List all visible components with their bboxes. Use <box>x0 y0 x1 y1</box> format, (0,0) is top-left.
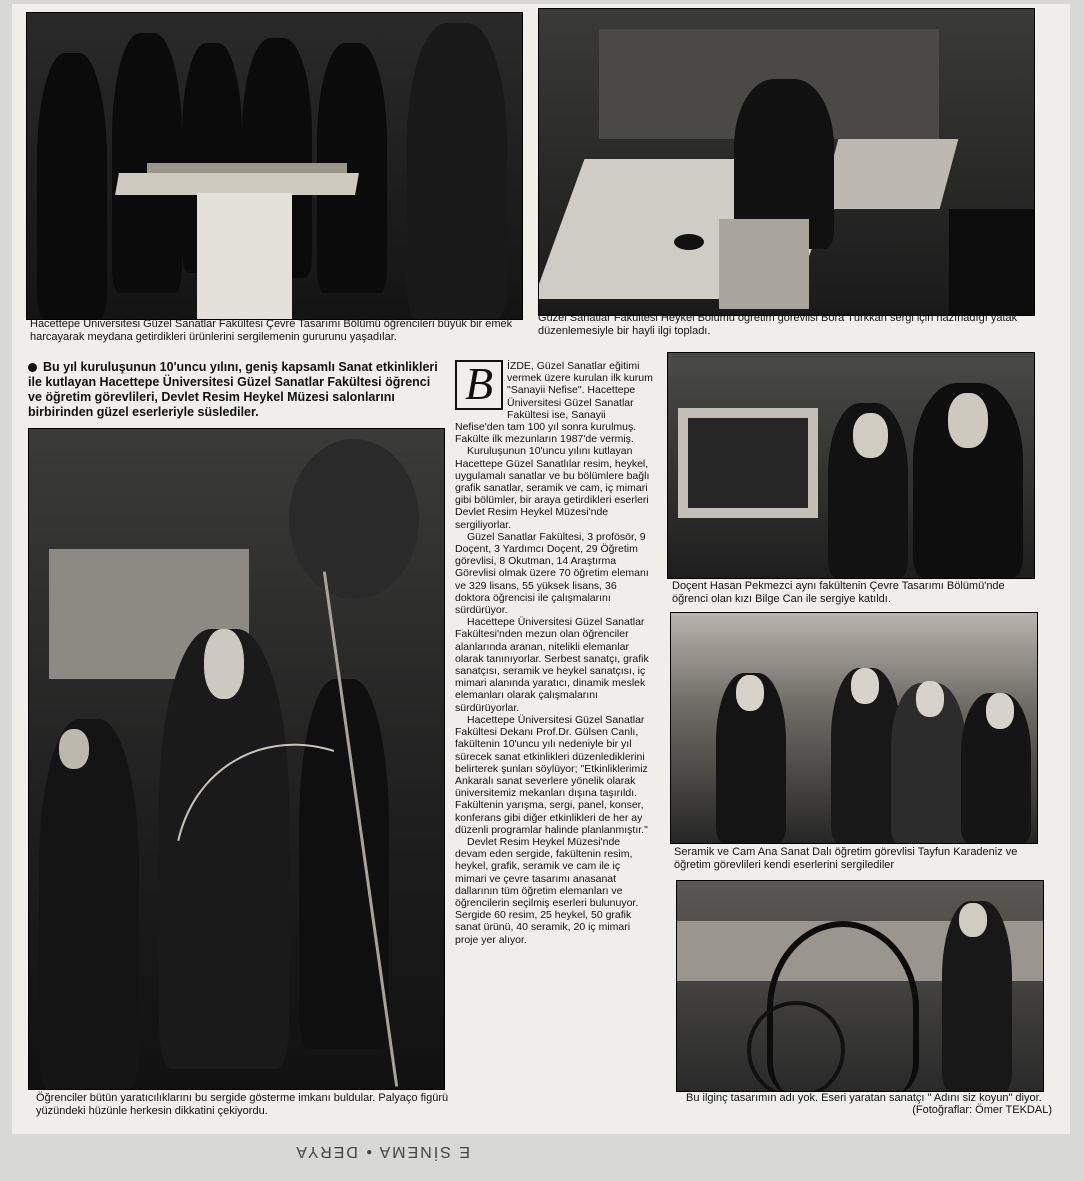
photo-museum-visitors <box>28 428 445 1090</box>
caption-museum-visitors: Öğrenciler bütün yaratıcılıklarını bu sergide gösterme imkanı buldular. Palyaço figürü yüzündeki hüzünle herkesin dikkatini çekiyordu. <box>36 1092 449 1117</box>
article-paragraph: Güzel Sanatlar Fakültesi, 3 profösör, 9 Doçent, 3 Yardımcı Doçent, 29 Öğretim görevlisi, 8 Okutman, 14 Araştırma Görevlisi olmak üzere 70 öğretim elemanı ve 329 lisans, 55 yüksek lisans, 36 doktora öğrencisi ile çalışmalarını sürdürüyor. <box>455 530 649 617</box>
article-paragraph: Devlet Resim Heykel Müzesi'nde devam eden sergide, fakültenin resim, heykel, grafik, seramik ve cam ile iç mimari ve çevre tasarımı anasanat dallarının tüm öğretim elemanları ve öğrencilerin seçilmiş eserleri bulunuyor. Sergide 60 resim, 25 heykel, 50 grafik sanat ürünü, 40 seramik, 20 iç mimari proje yer alıyor. <box>455 835 639 946</box>
dropcap-letter: B <box>455 360 503 410</box>
article-column <box>455 360 653 946</box>
bottom-strip-text: E SİNEMA • DERYA <box>294 1143 470 1160</box>
caption-faculty-group: Seramik ve Cam Ana Sanat Dalı öğretim görevlisi Tayfun Karadeniz ve öğretim görevlileri kendi eserlerini sergilediler <box>674 846 1018 871</box>
photo-father-daughter <box>667 352 1035 579</box>
photo-artist-sculpture <box>676 880 1044 1092</box>
caption-father-daughter: Doçent Hasan Pekmezci aynı fakültenin Çevre Tasarımı Bölümü'nde öğrenci olan kızı Bilge Can ile sergiye katıldı. <box>672 580 1005 605</box>
caption-students-model: Hacettepe Üniversitesi Güzel Sanatlar Fakültesi Çevre Tasarımı Bölümü öğrencileri büyük bir emek harcayarak meydana getirdikleri ürünlerini sergilemenin gururunu yaşadılar. <box>30 318 513 343</box>
article-paragraph: İZDE, Güzel Sanatlar eğitimi vermek üzere kurulan ilk kurum "Sanayii Nefise". Hacettepe Üniversitesi Güzel Sanatlar Fakültesi ise, Sanayii Nefise'den tam 100 yıl sonra kurulmuş. Fakülte ilk mezunların 1987'de vermiş. <box>455 360 653 446</box>
article-paragraph: Hacettepe Üniversitesi Güzel Sanatlar Fakültesi'nden mezun olan öğrenciler alanlarında aranan, nitelikli elemanlar olarak tanınıyorlar. Serbest sanatçı, grafik sanatçısı, seramik ve heykel sanatçısı, iç mimari alanında yaratıcı, dinamik meslek elemanları olarak çalışmalarını sürdürüyorlar. <box>455 616 649 714</box>
photo-credit: (Fotoğraflar: Ömer TEKDAL) <box>912 1104 1052 1116</box>
bullet-icon <box>28 363 37 372</box>
article-paragraph: Kuruluşunun 10'uncu yılını kutlayan Hacettepe Güzel Sanatlılar resim, heykel, uygulamalı sanatlar ve bu bölümlere bağlı grafik sanatlar, seramik ve cam, iç mimari gibi bölümler, bir araya getirdikleri eserleri Devlet Resim Heykel Müzesi'nde sergiliyorlar. <box>455 445 650 531</box>
caption-artist-sculpture: Bu ilginç tasarımın adı yok. Eseri yaratan sanatçı " Adını siz koyun" diyor. <box>686 1092 1042 1104</box>
article-paragraph: Hacettepe Üniversitesi Güzel Sanatlar Fakültesi Dekanı Prof.Dr. Gülsen Canlı, fakültenin 10'uncu yılı nedeniyle bir yıl sürecek sanat etkinlikleri düzenlediklerini belirterek şunları söylüyor; "Etkinliklerimiz Ankaralı sanat severlere yönelik olarak üniversitemiz mekanları dışına taşırıldı. Fakültenin yarışma, sergi, panel, konser, konferans gibi diğer etkinlikleri de her ay düzenli programlar halinde planlanmıştır." <box>455 713 648 836</box>
lead-paragraph <box>28 360 443 420</box>
caption-bed-sculpture: Güzel Sanatlar Fakültesi Heykel Bölümü öğretim görevlisi Bora Türkkan sergi için hazırladığı yatak düzenlemesiyle bir hayli ilgi topladı. <box>538 312 1018 337</box>
photo-faculty-group <box>670 612 1038 844</box>
lead-text: Bu yıl kuruluşunun 10'uncu yılını, geniş kapsamlı Sanat etkinlikleri ile kutlayan Hacettepe Üniversitesi Güzel Sanatlar Fakültesi öğrenci ve öğretim görevlileri, Devlet Resim Heykel Müzesi salonlarını birbirinden güzel eserleriyle süslediler. <box>28 360 438 419</box>
photo-bed-sculpture <box>538 8 1035 316</box>
photo-students-model <box>26 12 523 320</box>
